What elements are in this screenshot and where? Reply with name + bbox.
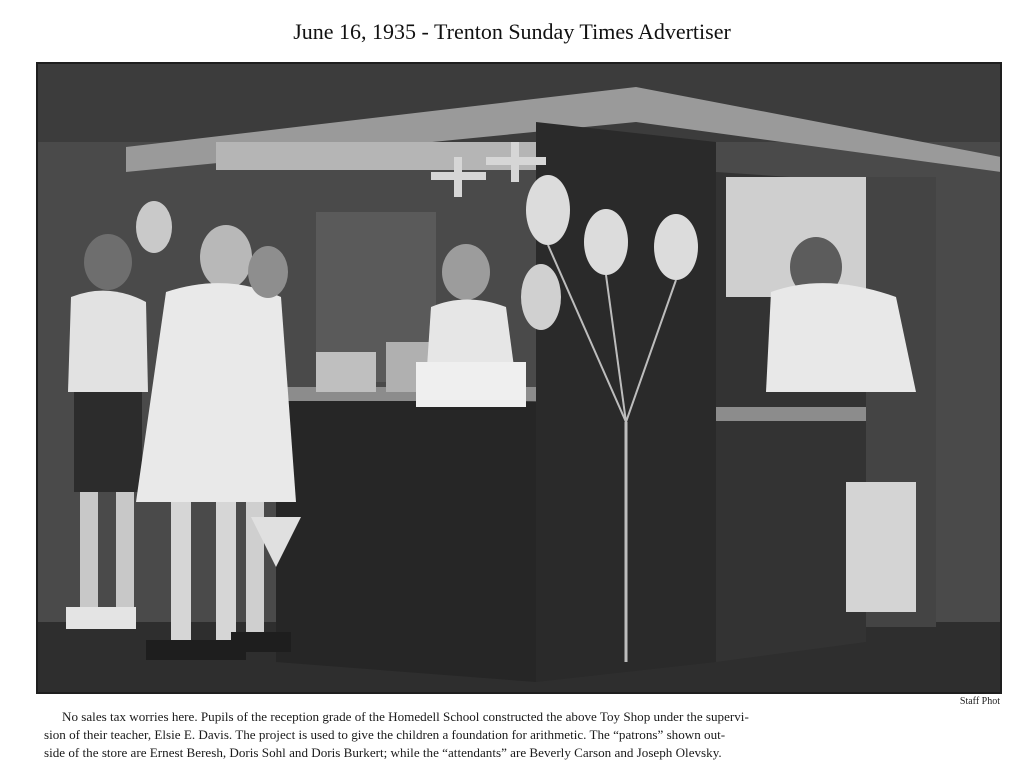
photo-caption	[44, 708, 999, 762]
caption-line: side of the store are Ernest Beresh, Doris Sohl and Doris Burkert; while the “attendants” are Beverly Carson and Joseph Olevsky.	[44, 745, 722, 760]
photo-credit: Staff Phot	[959, 696, 1000, 707]
toy-shop-photo-illustration	[36, 62, 1002, 694]
shop-cabinet-right	[846, 482, 916, 612]
newspaper-photo	[36, 62, 1002, 694]
attendant-girl-counter-box	[416, 362, 526, 407]
balloon-1	[526, 175, 570, 245]
counter-toy-box	[316, 352, 376, 392]
attendant-girl-head	[442, 244, 490, 300]
balloon-4	[521, 264, 561, 330]
patron-3-shoes	[231, 632, 291, 652]
balloon-3	[654, 214, 698, 280]
hanging-toy-plane-2-body	[511, 142, 519, 182]
patron-1-shoes	[66, 607, 136, 629]
balloon-2	[584, 209, 628, 275]
attendant-boy-body	[766, 283, 916, 392]
patron-3-head	[248, 246, 288, 298]
balloon-5	[136, 201, 172, 253]
patron-1-shirt	[68, 291, 148, 392]
counter-top-right	[716, 407, 876, 421]
patron-2-leg-left	[171, 502, 191, 642]
patron-1-leg-left	[80, 492, 98, 612]
page-title: June 16, 1935 - Trenton Sunday Times Advertiser	[293, 19, 731, 44]
hanging-toy-plane-1-body	[454, 157, 462, 197]
patron-1-head	[84, 234, 132, 290]
patron-1-shorts	[74, 392, 142, 492]
caption-line: sion of their teacher, Elsie E. Davis. The project is used to give the children a foundation for arithmetic. The “patrons” shown out-	[44, 727, 726, 742]
patron-2-head	[200, 225, 252, 289]
patron-2-leg-right	[216, 502, 236, 642]
caption-line: No sales tax worries here. Pupils of the reception grade of the Homedell School constructed the above Toy Shop under the supervi-	[62, 709, 749, 724]
shop-counter-front	[276, 392, 536, 682]
patron-1-leg-right	[116, 492, 134, 612]
